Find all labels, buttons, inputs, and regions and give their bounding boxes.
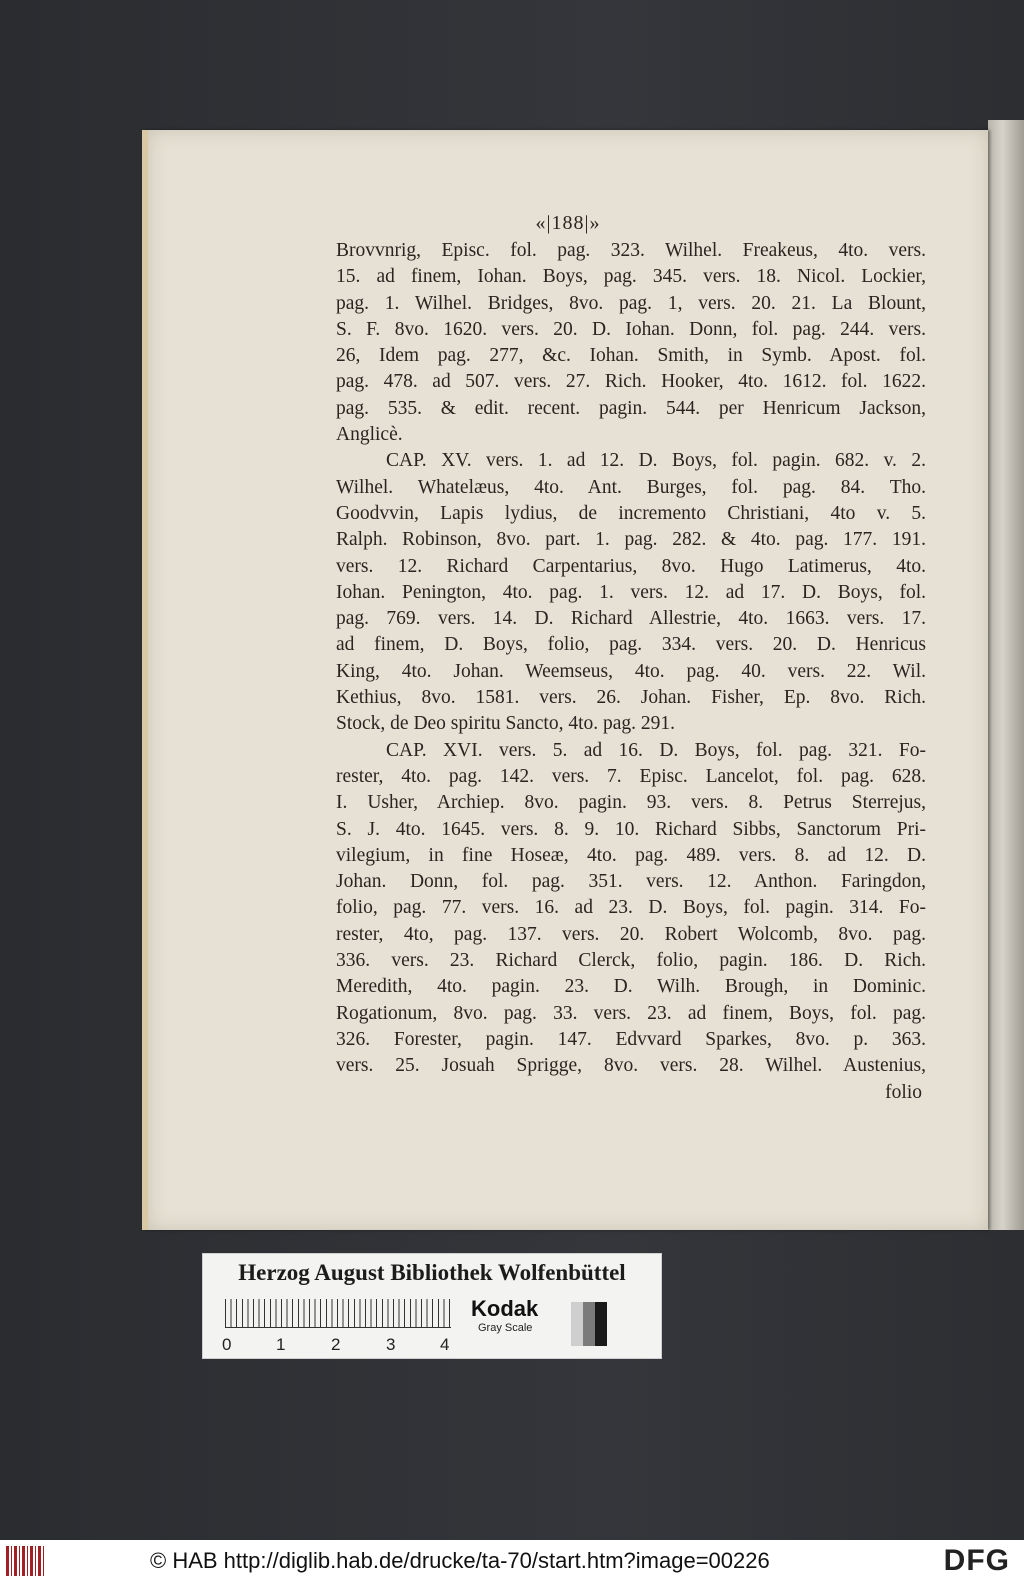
running-head: «|188|» (535, 212, 601, 234)
text-line: 336. vers. 23. Richard Clerck, folio, pagin. 186. D. Rich. (336, 950, 926, 972)
kodak-logo: Kodak (471, 1296, 539, 1321)
text-line: 26, Idem pag. 277, &c. Iohan. Smith, in Symb. Apost. fol. (336, 345, 926, 367)
catchword: folio (885, 1081, 922, 1103)
text-line: ad finem, D. Boys, folio, pag. 334. vers. 20. D. Henricus (336, 634, 926, 656)
text-line: Iohan. Penington, 4to. pag. 1. vers. 12. ad 17. D. Boys, fol. (336, 581, 926, 603)
text-line: Johan. Donn, fol. pag. 351. vers. 12. Anthon. Faringdon, (336, 871, 926, 893)
text-line: Kethius, 8vo. 1581. vers. 26. Johan. Fisher, Ep. 8vo. Rich. (336, 687, 926, 709)
text-line: rester, 4to, pag. 137. vers. 20. Robert Wolcomb, 8vo. pag. (336, 923, 926, 945)
color-calibration-target (202, 1253, 662, 1359)
text-line: Stock, de Deo spiritu Sancto, 4to. pag. 291. (336, 713, 676, 735)
book-page (142, 130, 988, 1230)
text-line: pag. 1. Wilhel. Bridges, 8vo. pag. 1, vers. 20. 21. La Blount, (336, 292, 926, 314)
footer-bar (0, 1540, 1024, 1582)
page-text (336, 238, 926, 1106)
ruler-ticks (225, 1299, 451, 1328)
text-line: vers. 25. Josuah Sprigge, 8vo. vers. 28. Wilhel. Austenius, (336, 1055, 926, 1077)
text-line: 326. Forester, pagin. 147. Edvvard Sparkes, 8vo. p. 363. (336, 1028, 926, 1050)
text-line: rester, 4to. pag. 142. vers. 7. Episc. Lancelot, fol. pag. 628. (336, 765, 926, 787)
text-line: King, 4to. Johan. Weemseus, 4to. pag. 40. vers. 22. Wil. (336, 660, 926, 682)
text-line: 15. ad finem, Iohan. Boys, pag. 345. vers. 18. Nicol. Lockier, (336, 266, 926, 288)
dfg-logo: DFG (943, 1544, 1010, 1577)
ruler-number: 0 (222, 1335, 232, 1354)
ruler-number: 1 (276, 1335, 286, 1354)
text-line: Ralph. Robinson, 8vo. part. 1. pag. 282. & 4to. pag. 177. 191. (336, 529, 926, 551)
gray-scale-swatches (571, 1302, 607, 1346)
ruler-number: 3 (386, 1335, 396, 1354)
chapter-line: CAP. XVI. vers. 5. ad 16. D. Boys, fol. pag. 321. Fo- (386, 739, 926, 761)
text-line: Brovvnrig, Episc. fol. pag. 323. Wilhel. Freakeus, 4to. vers. (336, 240, 926, 261)
barcode-icon (6, 1546, 46, 1576)
text-line: pag. 769. vers. 14. D. Richard Allestrie, 4to. 1663. vers. 17. (336, 608, 926, 630)
text-line: S. F. 8vo. 1620. vers. 20. D. Iohan. Donn, fol. pag. 244. vers. (336, 318, 926, 340)
text-line: vilegium, in fine Hoseæ, 4to. pag. 489. vers. 8. ad 12. D. (336, 844, 926, 866)
ruler-number: 4 (440, 1335, 450, 1354)
adjacent-page-edge (988, 120, 1024, 1230)
text-line: folio, pag. 77. vers. 16. ad 23. D. Boys, fol. pagin. 314. Fo- (336, 897, 926, 919)
scale-ruler (222, 1299, 451, 1354)
ruler-number: 2 (331, 1335, 341, 1354)
text-line: Anglicè. (336, 424, 403, 446)
copyright-link[interactable]: © HAB http://diglib.hab.de/drucke/ta-70/start.htm?image=00226 (150, 1548, 770, 1573)
library-name: Herzog August Bibliothek Wolfenbüttel (238, 1260, 626, 1285)
text-line: vers. 12. Richard Carpentarius, 8vo. Hugo Latimerus, 4to. (336, 555, 926, 577)
chapter-line: CAP. XV. vers. 1. ad 12. D. Boys, fol. pagin. 682. v. 2. (386, 450, 926, 472)
text-line: S. J. 4to. 1645. vers. 8. 9. 10. Richard Sibbs, Sanctorum Pri- (336, 818, 926, 840)
text-line: Wilhel. Whatelæus, 4to. Ant. Burges, fol. pag. 84. Tho. (336, 476, 926, 498)
text-line: Goodvvin, Lapis lydius, de incremento Christiani, 4to v. 5. (336, 502, 926, 524)
text-line: pag. 535. & edit. recent. pagin. 544. per Henricum Jackson, (336, 397, 926, 419)
text-line: I. Usher, Archiep. 8vo. pagin. 93. vers. 8. Petrus Sterrejus, (336, 792, 926, 814)
gray-scale-label: Gray Scale (478, 1322, 533, 1334)
text-line: Meredith, 4to. pagin. 23. D. Wilh. Brough, in Dominic. (336, 976, 926, 998)
text-line: Rogationum, 8vo. pag. 33. vers. 23. ad finem, Boys, fol. pag. (336, 1002, 926, 1024)
text-line: pag. 478. ad 507. vers. 27. Rich. Hooker, 4to. 1612. fol. 1622. (336, 371, 926, 393)
